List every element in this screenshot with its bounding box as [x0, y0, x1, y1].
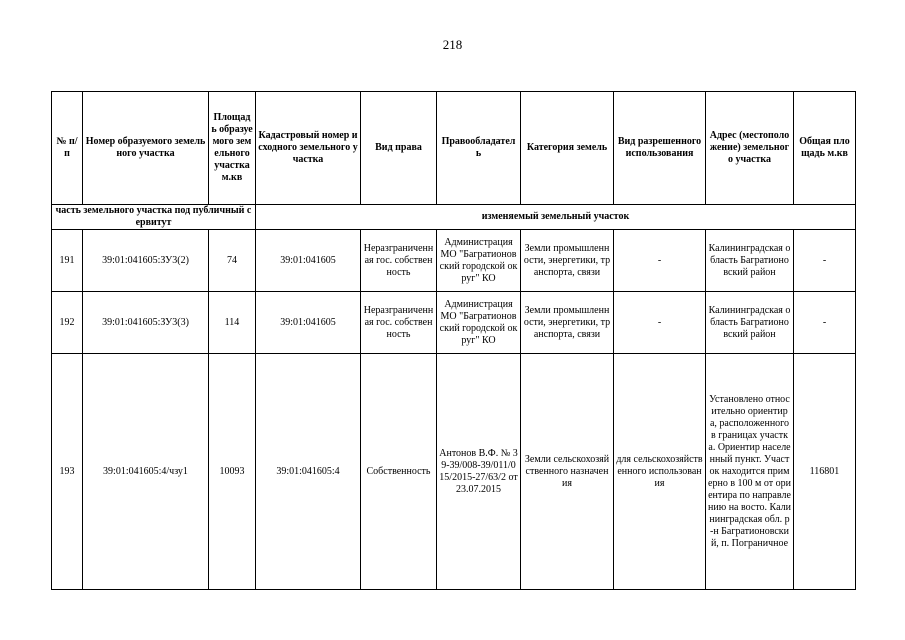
table-row: [52, 292, 856, 354]
cell-category: Земли сельскохозяйственного назначения: [521, 354, 614, 590]
land-plots-table: [51, 91, 856, 590]
cell-right-type: Собственность: [361, 354, 437, 590]
cell-category: Земли промышленности, энергетики, транспорта, связи: [521, 230, 614, 292]
cell-cadastral: 39:01:041605: [256, 292, 361, 354]
cell-area: 114: [209, 292, 256, 354]
cell-cadastral: 39:01:041605:4: [256, 354, 361, 590]
cell-total-area: 116801: [794, 354, 856, 590]
cell-address: Калининградская область Багратионовский район: [706, 230, 794, 292]
cell-num: 191: [52, 230, 83, 292]
section-left: часть земельного участка под публичный сервитут: [52, 205, 256, 230]
header-total-area: Общая площадь м.кв: [794, 92, 856, 205]
header-usage: Вид разрешенного использования: [614, 92, 706, 205]
table-header-row: [52, 92, 856, 205]
header-category: Категория земель: [521, 92, 614, 205]
header-address: Адрес (местоположение) земельного участка: [706, 92, 794, 205]
cell-usage: -: [614, 292, 706, 354]
header-right-type: Вид права: [361, 92, 437, 205]
cell-right-type: Неразграниченная гос. собственность: [361, 292, 437, 354]
cell-holder: Антонов В.Ф. № 39-39/008-39/011/015/2015-27/63/2 от 23.07.2015: [437, 354, 521, 590]
cell-plot-number: 39:01:041605:4/чзу1: [83, 354, 209, 590]
cell-holder: Администрация МО "Багратионовский городской округ" КО: [437, 230, 521, 292]
cell-num: 192: [52, 292, 83, 354]
cell-category: Земли промышленности, энергетики, транспорта, связи: [521, 292, 614, 354]
section-right: изменяемый земельный участок: [256, 205, 856, 230]
cell-total-area: -: [794, 292, 856, 354]
cell-right-type: Неразграниченная гос. собственность: [361, 230, 437, 292]
cell-area: 10093: [209, 354, 256, 590]
cell-plot-number: 39:01:041605:ЗУ3(2): [83, 230, 209, 292]
cell-usage: -: [614, 230, 706, 292]
header-area: Площадь образуемого земельного участка м.кв: [209, 92, 256, 205]
table-row: [52, 354, 856, 590]
cell-usage: для сельскохозяйственного использования: [614, 354, 706, 590]
page-number: 218: [442, 37, 463, 52]
section-row: [52, 205, 856, 230]
table-row: [52, 230, 856, 292]
cell-plot-number: 39:01:041605:ЗУ3(3): [83, 292, 209, 354]
header-num: № п/п: [52, 92, 83, 205]
cell-total-area: -: [794, 230, 856, 292]
header-cadastral: Кадастровый номер исходного земельного участка: [256, 92, 361, 205]
header-plot-number: Номер образуемого земельного участка: [83, 92, 209, 205]
cell-address: Калининградская область Багратионовский район: [706, 292, 794, 354]
header-holder: Правообладатель: [437, 92, 521, 205]
cell-cadastral: 39:01:041605: [256, 230, 361, 292]
cell-area: 74: [209, 230, 256, 292]
cell-holder: Администрация МО "Багратионовский городской округ" КО: [437, 292, 521, 354]
cell-address: Установлено относительно ориентира, расположенного в границах участка. Ориентир населенный пункт. Участок находится примерно в 100 м от ориентира по направлению на восто. Калининградская обл. р-н Багратионовский, п. Пограничное: [706, 354, 794, 590]
cell-num: 193: [52, 354, 83, 590]
